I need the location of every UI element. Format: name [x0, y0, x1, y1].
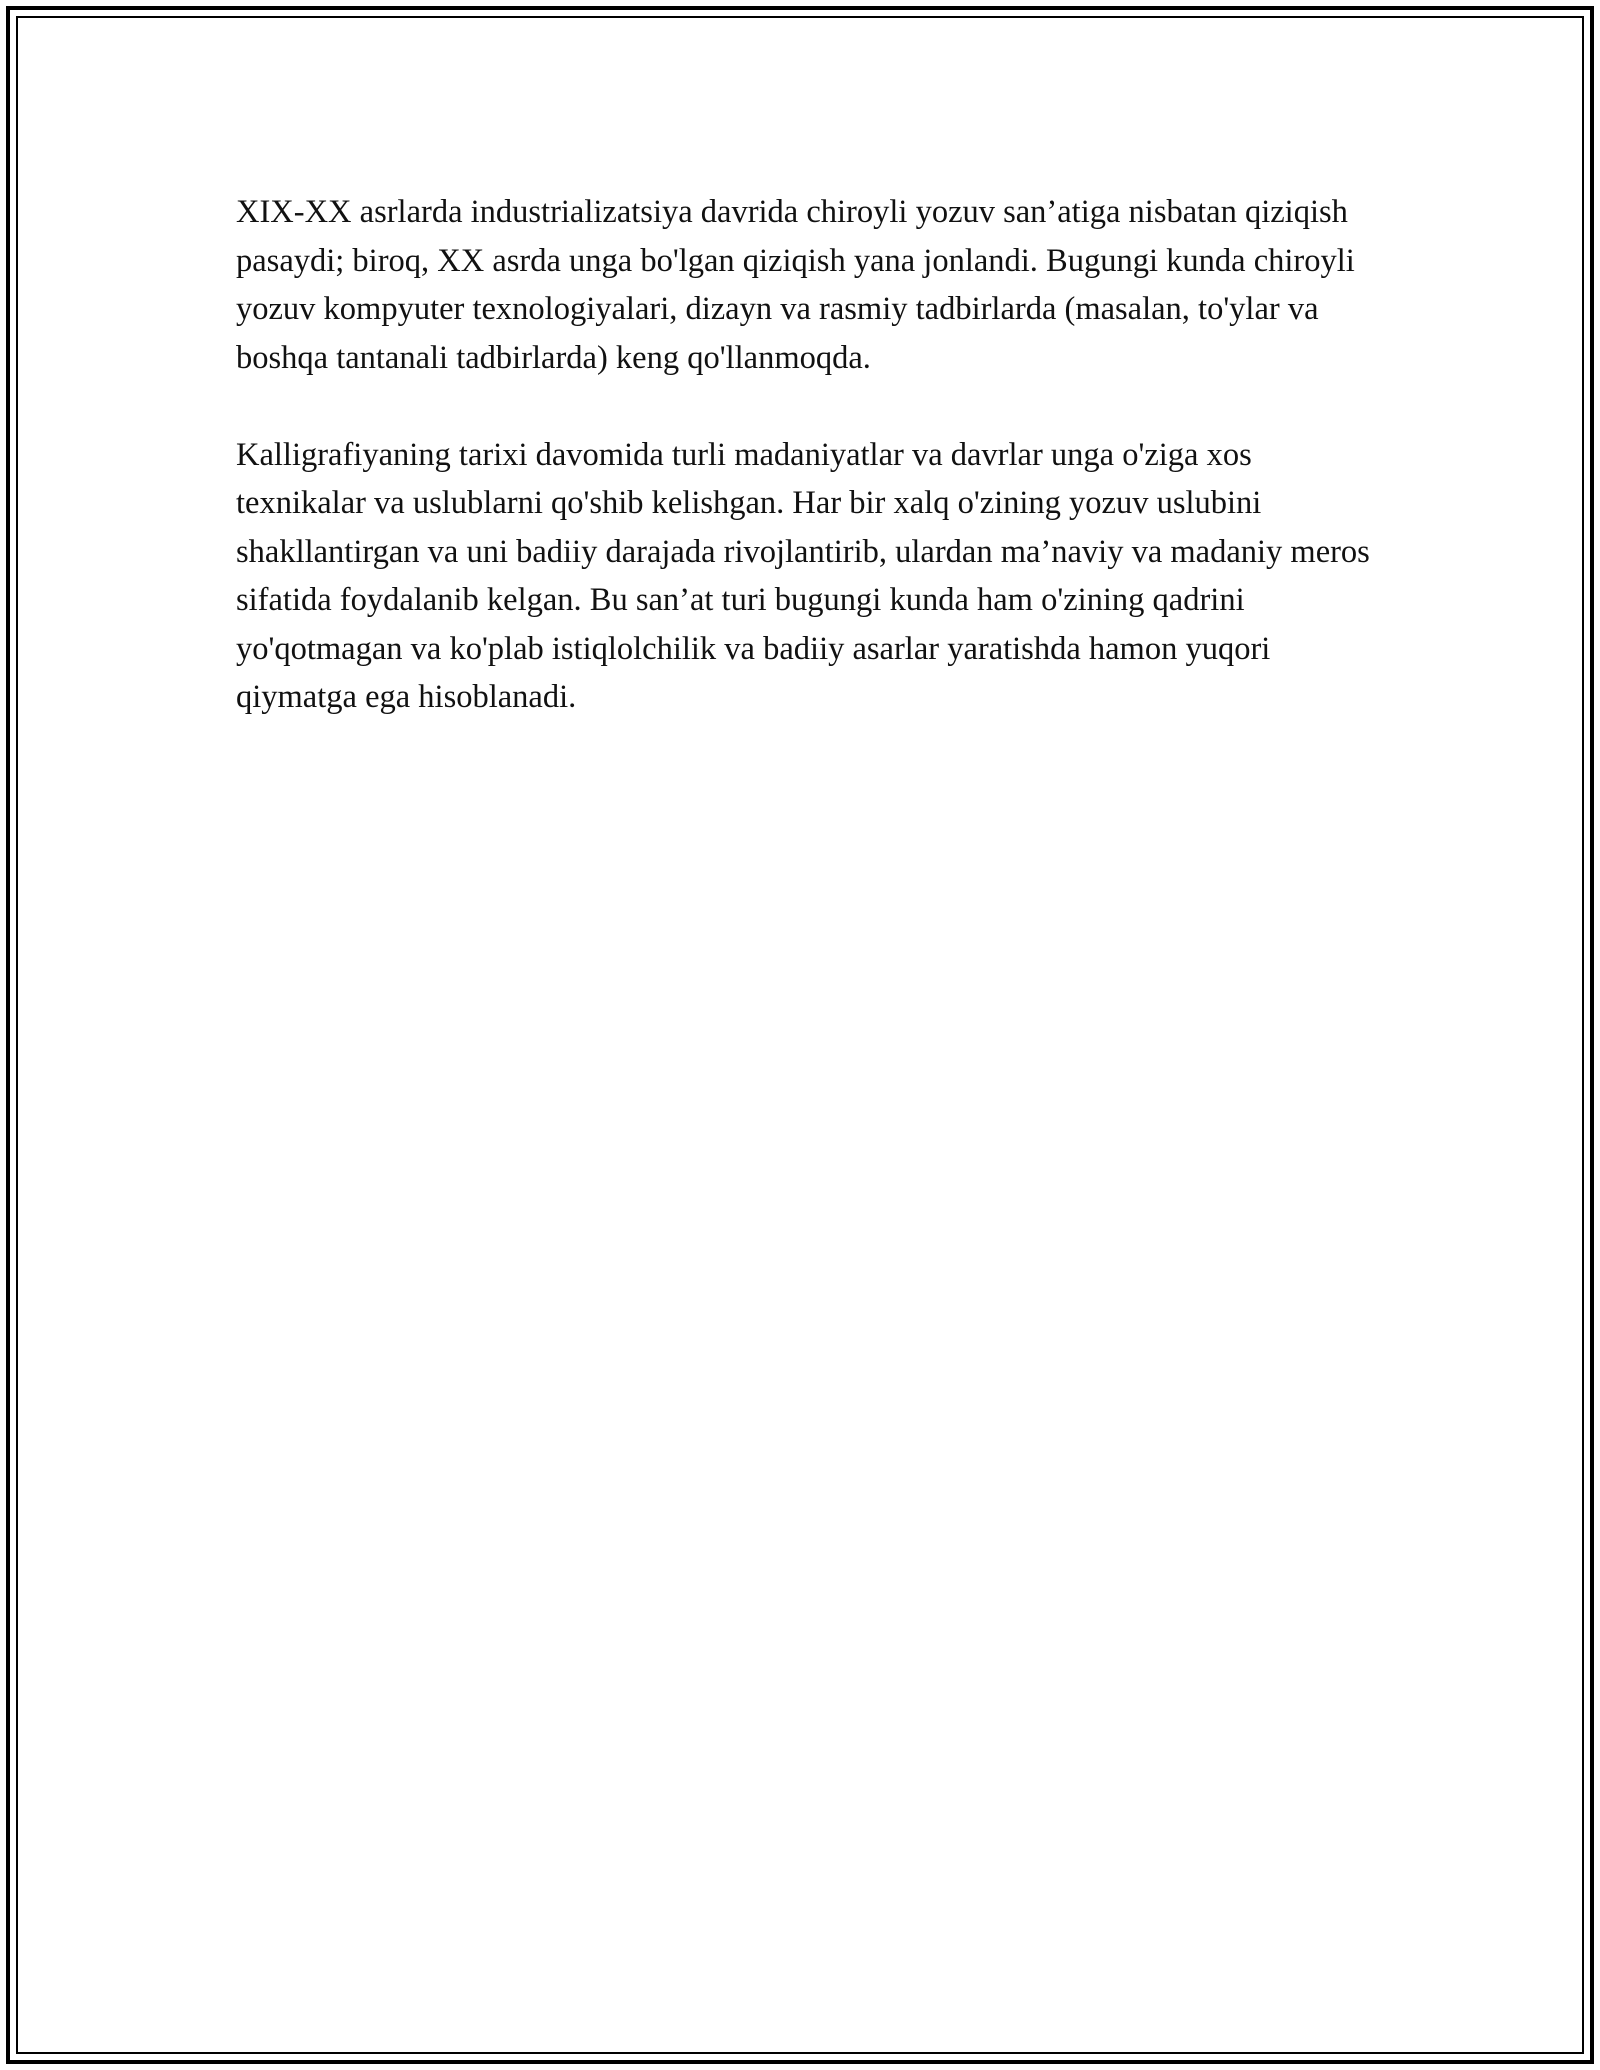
document-body: [236, 188, 1376, 770]
paragraph-1: XIX-XX asrlarda industrializatsiya davrida chiroyli yozuv san’atiga nisbatan qiziqish pasaydi; biroq, XX asrda unga bo'lgan qiziqish yana jonlandi. Bugungi kunda chiroyli yozuv kompyuter texnologiyalari, dizayn va rasmiy tadbirlarda (masalan, to'ylar va boshqa tantanali tadbirlarda) keng qo'llanmoqda.: [236, 194, 1355, 376]
paragraph-2: Kalligrafiyaning tarixi davomida turli madaniyatlar va davrlar unga o'ziga xos texnikalar va uslublarni qo'shib kelishgan. Har bir xalq o'zining yozuv uslubini shakllantirgan va uni badiiy darajada rivojlantirib, ulardan ma’naviy va madaniy meros sifatida foydalanib kelgan. Bu san’at turi bugungi kunda ham o'zining qadrini yo'qotmagan va ko'plab istiqlolchilik va badiiy asarlar yaratishda hamon yuqori qiymatga ega hisoblanadi.: [236, 436, 1370, 715]
